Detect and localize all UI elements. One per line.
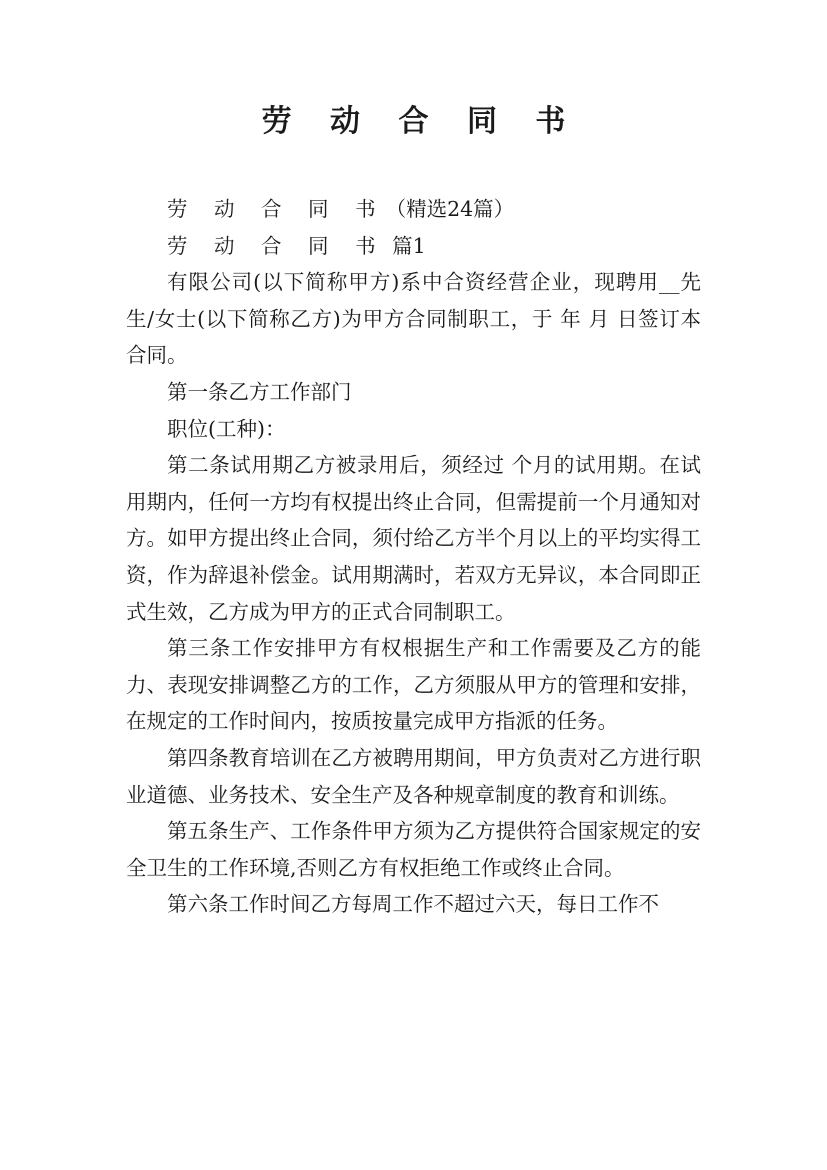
paragraph-article-6: 第六条工作时间乙方每周工作不超过六天，每日工作不	[167, 892, 659, 917]
subtitle-line	[126, 191, 701, 228]
paragraph-article-1: 第一条乙方工作部门	[167, 379, 352, 404]
paragraph-article-4: 第四条教育培训在乙方被聘用期间，甲方负责对乙方进行职业道德、业务技术、安全生产及各种规章制度的教育和训练。	[126, 745, 701, 807]
section-heading-suffix: 篇1	[385, 233, 426, 258]
section-heading-text: 劳 动 合 同 书	[167, 233, 386, 258]
paragraph-article-5: 第五条生产、工作条件甲方须为乙方提供符合国家规定的安全卫生的工作环境,否则乙方有权拒绝工作或终止合同。	[126, 819, 701, 880]
paragraph-intro: 有限公司(以下简称甲方)系中合资经营企业，现聘用__先生/女士(以下简称乙方)为甲方合同制职工，于 年 月 日签订本合同。	[126, 270, 701, 368]
paragraph-article-3: 第三条工作安排甲方有权根据生产和工作需要及乙方的能力、表现安排调整乙方的工作，乙方须服从甲方的管理和安排，在规定的工作时间内，按质按量完成甲方指派的任务。	[126, 636, 701, 734]
section-heading	[126, 228, 701, 265]
subtitle-suffix: （精选24篇）	[385, 197, 515, 221]
paragraph-article-2: 第二条试用期乙方被录用后，须经过 个月的试用期。在试用期内，任何一方均有权提出终止合同，但需提前一个月通知对方。如甲方提出终止合同，须付给乙方半个月以上的平均实得工资，作为辞退补偿金。试用期满时，若双方无异议，本合同即正式生效，乙方成为甲方的正式合同制职工。	[126, 453, 701, 624]
paragraph-position: 职位(工种)：	[167, 416, 286, 441]
document-body	[126, 191, 701, 923]
subtitle-text: 劳 动 合 同 书	[167, 197, 386, 221]
document-title: 劳 动 合 同 书	[261, 104, 580, 139]
